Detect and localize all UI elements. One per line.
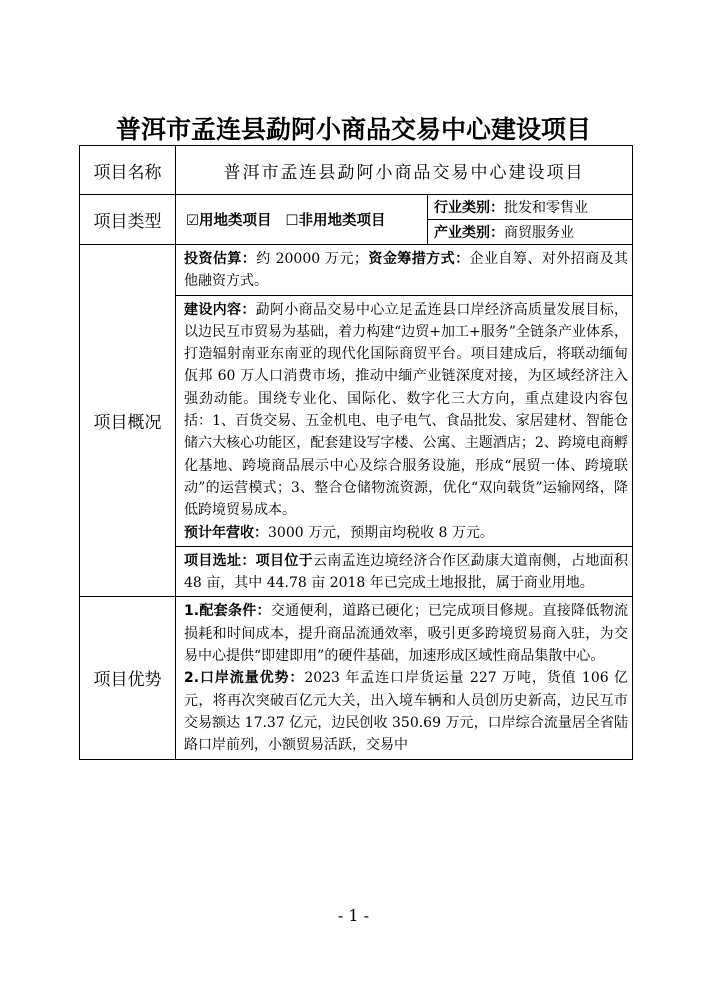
document-title: 普洱市孟连县勐阿小商品交易中心建设项目: [115, 115, 591, 144]
revenue-key: 预计年营收：: [184, 524, 268, 541]
project-type-label: 项目类型: [80, 195, 176, 245]
site-text: 云南孟连边境经济合作区勐康大道南侧，占地面积 48 亩，其中 44.78 亩 2018 年已完成土地报批，属于商业用地。: [184, 552, 628, 592]
land-use-checkbox: ☑用地类项目: [186, 213, 272, 229]
non-land-use-checkbox: ☐非用地类项目: [285, 213, 386, 229]
investment-paragraph: [176, 245, 633, 296]
site-paragraph: [176, 546, 633, 597]
industry-key: 行业类别：: [434, 200, 504, 216]
row-project-name: [80, 146, 633, 195]
a2-key: 2.口岸流量优势：: [184, 670, 305, 687]
industry-value: 批发和零售业: [504, 200, 588, 216]
advantage-label: 项目优势: [80, 597, 176, 759]
sector-value: 商贸服务业: [504, 225, 574, 241]
invest-text: 约 20000 万元；: [256, 251, 368, 267]
project-table: [79, 145, 633, 760]
content-key: 建设内容：: [184, 301, 256, 318]
project-name-value: 普洱市孟连县勐阿小商品交易中心建设项目: [176, 146, 633, 195]
project-name-label: 项目名称: [80, 146, 176, 195]
site-key: 项目选址：项目位于: [184, 552, 313, 569]
row-project-type: [80, 195, 633, 220]
a2-text: 2023 年孟连口岸货运量 227 万吨，货值 106 亿元，将再次突破百亿元大关，出入境车辆和人员创历史新高，边民互市交易额达 17.37 亿元，边民创收 350.69 万元，口岸综合流量居全省陆路口岸前列，小额贸易活跃，交易中: [184, 670, 628, 754]
content-text: 勐阿小商品交易中心立足孟连县口岸经济高质量发展目标，以边民互市贸易为基础，着力构建“边贸+加工+服务”全链条产业体系，打造辐射南亚东南亚的现代化国际商贸平台。项目建成后，将联动缅甸佤邦 60 万人口消费市场，推动中缅产业链深度对接，为区域经济注入强劲动能。围绕专业化、国际化、数字化三大方向，重点建设内容包括：1、百货交易、五金机电、电子电气、食品批发、家居建材、智能仓储六大核心功能区，配套建设写字楼、公寓、主题酒店；2、跨境电商孵化基地、跨境商品展示中心及综合服务设施，形成“展贸一体、跨境联动”的运营模式；3、整合仓储物流资源，优化“双向载货”运输网络，降低跨境贸易成本。: [184, 301, 629, 519]
advantages-paragraph: [176, 597, 633, 759]
sector-key: 产业类别：: [434, 225, 504, 241]
fund-text: 企业自筹、对外招商及其他融资方式。: [184, 251, 629, 290]
project-type-options: [176, 195, 428, 245]
row-investment: [80, 245, 633, 296]
revenue-text: 3000 万元，预期亩均税收 8 万元。: [268, 524, 494, 541]
industry-category: [428, 195, 633, 220]
overview-label: 项目概况: [80, 245, 176, 597]
a1-text: 交通便利，道路已硬化；已完成项目修规。直接降低物流损耗和时间成本，提升商品流通效率，吸引更多跨境贸易商入驻，为交易中心提供“即建即用”的硬件基础，加速形成区域性商品集散中心。: [184, 603, 629, 665]
invest-key: 投资估算：: [184, 251, 257, 267]
page-number: - 1 -: [337, 906, 370, 925]
a1-key: 1.配套条件：: [184, 603, 271, 620]
row-advantages: [80, 597, 633, 759]
fund-key: 资金筹措方式：: [367, 251, 470, 267]
sector-category: [428, 220, 633, 245]
construction-paragraph: [176, 295, 633, 546]
